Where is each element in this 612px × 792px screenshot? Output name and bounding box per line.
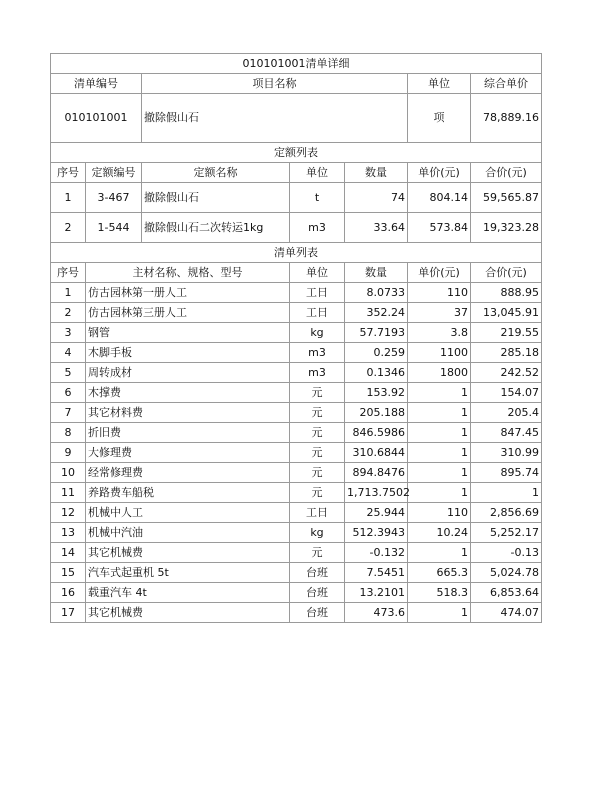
list-total: 285.18 [471,343,542,363]
col-header: 数量 [345,163,408,183]
col-header: 合价(元) [471,163,542,183]
list-no: 2 [51,303,86,323]
quota-no: 2 [51,213,86,243]
list-price: 665.3 [408,563,471,583]
list-price: 10.24 [408,523,471,543]
list-name: 载重汽车 4t [86,583,290,603]
list-unit: kg [290,523,345,543]
list-no: 12 [51,503,86,523]
list-qty: 894.8476 [345,463,408,483]
col-header: 项目名称 [142,74,408,94]
list-row [51,523,542,543]
col-header: 合价(元) [471,263,542,283]
list-unit: 元 [290,443,345,463]
list-qty: 1,713.7502 [345,483,408,503]
bill-row [51,94,542,143]
list-total: 242.52 [471,363,542,383]
list-total: 2,856.69 [471,503,542,523]
list-name: 机械中汽油 [86,523,290,543]
list-no: 4 [51,343,86,363]
list-row [51,343,542,363]
list-qty: 846.5986 [345,423,408,443]
list-unit: 元 [290,543,345,563]
list-unit: 元 [290,463,345,483]
list-name: 木脚手板 [86,343,290,363]
list-price: 1 [408,483,471,503]
col-header: 定额名称 [142,163,290,183]
list-qty: 57.7193 [345,323,408,343]
list-unit: 台班 [290,603,345,623]
list-no: 8 [51,423,86,443]
list-qty: 352.24 [345,303,408,323]
list-price: 1 [408,543,471,563]
list-row [51,503,542,523]
quota-header-row [51,163,542,183]
list-price: 110 [408,503,471,523]
list-row [51,463,542,483]
table-title-row [51,54,542,74]
list-total: 847.45 [471,423,542,443]
col-header: 单价(元) [408,263,471,283]
list-qty: 153.92 [345,383,408,403]
list-no: 11 [51,483,86,503]
list-no: 14 [51,543,86,563]
quota-section-title-row [51,143,542,163]
list-row [51,283,542,303]
list-unit: 元 [290,383,345,403]
list-price: 1 [408,383,471,403]
list-total: 6,853.64 [471,583,542,603]
list-row [51,563,542,583]
list-no: 5 [51,363,86,383]
col-header: 数量 [345,263,408,283]
list-row [51,543,542,563]
bill-price: 78,889.16 [471,94,542,143]
quota-no: 1 [51,183,86,213]
list-no: 15 [51,563,86,583]
col-header: 序号 [51,163,86,183]
quota-total: 59,565.87 [471,183,542,213]
list-row [51,383,542,403]
list-row [51,583,542,603]
list-name: 汽车式起重机 5t [86,563,290,583]
list-header-row [51,263,542,283]
list-name: 其它机械费 [86,543,290,563]
list-section-title: 清单列表 [51,243,542,263]
list-name: 钢管 [86,323,290,343]
col-header: 综合单价 [471,74,542,94]
list-unit: 工日 [290,283,345,303]
list-row [51,483,542,503]
col-header: 单位 [408,74,471,94]
list-unit: 台班 [290,583,345,603]
list-name: 其它材料费 [86,403,290,423]
list-row [51,423,542,443]
list-name: 仿古园林第一册人工 [86,283,290,303]
list-name: 折旧费 [86,423,290,443]
quota-name: 撤除假山石 [142,183,290,213]
list-price: 1 [408,603,471,623]
list-name: 大修理费 [86,443,290,463]
quota-code: 1-544 [86,213,142,243]
list-total: 13,045.91 [471,303,542,323]
list-unit: kg [290,323,345,343]
list-price: 1 [408,443,471,463]
list-name: 周转成材 [86,363,290,383]
list-price: 1100 [408,343,471,363]
col-header: 清单编号 [51,74,142,94]
list-name: 仿古园林第三册人工 [86,303,290,323]
quota-section-title: 定额列表 [51,143,542,163]
list-name: 养路费车船税 [86,483,290,503]
list-no: 1 [51,283,86,303]
quota-qty: 33.64 [345,213,408,243]
list-no: 16 [51,583,86,603]
table-title: 010101001清单详细 [51,54,542,74]
list-price: 37 [408,303,471,323]
list-total: 5,252.17 [471,523,542,543]
bill-unit: 项 [408,94,471,143]
list-qty: 7.5451 [345,563,408,583]
list-qty: 8.0733 [345,283,408,303]
quota-code: 3-467 [86,183,142,213]
list-unit: 元 [290,483,345,503]
list-no: 17 [51,603,86,623]
list-price: 1 [408,403,471,423]
quota-name: 撤除假山石二次转运1kg [142,213,290,243]
list-name: 经常修理费 [86,463,290,483]
list-row [51,303,542,323]
list-qty: 512.3943 [345,523,408,543]
list-price: 1 [408,463,471,483]
list-price: 518.3 [408,583,471,603]
list-unit: m3 [290,363,345,383]
quota-unit: m3 [290,213,345,243]
bill-detail-table [50,53,542,623]
list-price: 1800 [408,363,471,383]
list-unit: 元 [290,403,345,423]
list-unit: 工日 [290,503,345,523]
quota-price: 573.84 [408,213,471,243]
bill-name: 撤除假山石 [142,94,408,143]
col-header: 单位 [290,163,345,183]
quota-row [51,183,542,213]
col-header: 定额编号 [86,163,142,183]
bill-header-row [51,74,542,94]
list-row [51,323,542,343]
quota-row [51,213,542,243]
list-no: 7 [51,403,86,423]
list-unit: 工日 [290,303,345,323]
col-header: 单价(元) [408,163,471,183]
list-total: -0.13 [471,543,542,563]
quota-total: 19,323.28 [471,213,542,243]
list-qty: 0.259 [345,343,408,363]
list-unit: 元 [290,423,345,443]
list-qty: 205.188 [345,403,408,423]
list-price: 110 [408,283,471,303]
list-no: 10 [51,463,86,483]
list-no: 6 [51,383,86,403]
list-total: 205.4 [471,403,542,423]
col-header: 序号 [51,263,86,283]
quota-unit: t [290,183,345,213]
list-unit: 台班 [290,563,345,583]
quota-qty: 74 [345,183,408,213]
list-name: 木撑费 [86,383,290,403]
list-qty: 473.6 [345,603,408,623]
list-total: 895.74 [471,463,542,483]
list-price: 3.8 [408,323,471,343]
list-no: 3 [51,323,86,343]
list-name: 机械中人工 [86,503,290,523]
list-row [51,403,542,423]
list-name: 其它机械费 [86,603,290,623]
list-row [51,443,542,463]
list-total: 310.99 [471,443,542,463]
list-total: 154.07 [471,383,542,403]
list-qty: 13.2101 [345,583,408,603]
col-header: 单位 [290,263,345,283]
list-total: 5,024.78 [471,563,542,583]
list-total: 474.07 [471,603,542,623]
list-qty: 25.944 [345,503,408,523]
list-price: 1 [408,423,471,443]
list-section-title-row [51,243,542,263]
quota-price: 804.14 [408,183,471,213]
list-unit: m3 [290,343,345,363]
bill-code: 010101001 [51,94,142,143]
list-qty: 0.1346 [345,363,408,383]
list-row [51,603,542,623]
list-total: 1 [471,483,542,503]
list-qty: 310.6844 [345,443,408,463]
list-total: 888.95 [471,283,542,303]
col-header: 主材名称、规格、型号 [86,263,290,283]
list-qty: -0.132 [345,543,408,563]
list-no: 9 [51,443,86,463]
list-no: 13 [51,523,86,543]
list-row [51,363,542,383]
list-total: 219.55 [471,323,542,343]
